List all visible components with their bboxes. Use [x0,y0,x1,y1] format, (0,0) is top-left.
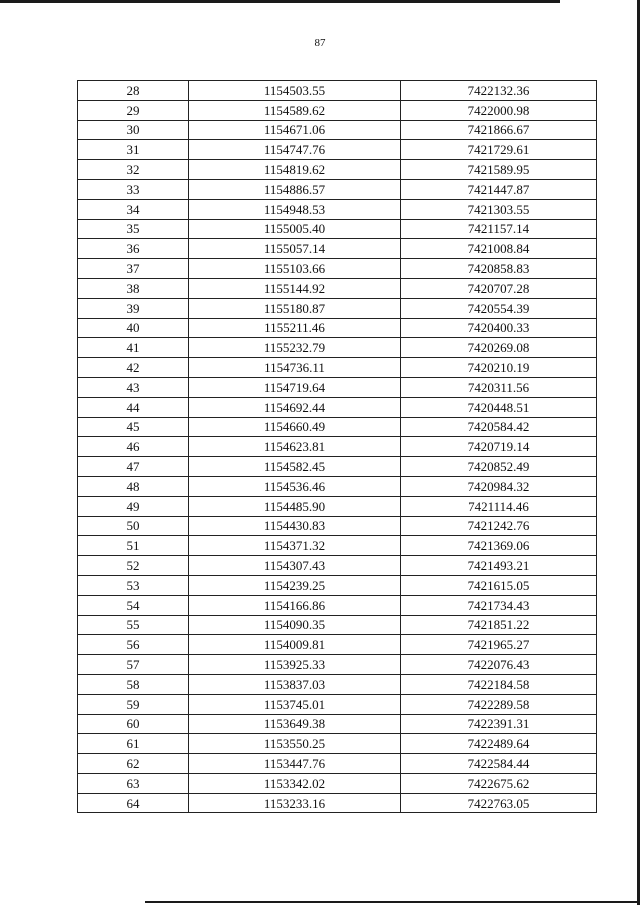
point-number-cell: 62 [78,754,189,774]
point-number-cell: 45 [78,417,189,437]
table-row [78,397,597,417]
page-number: 87 [314,37,326,49]
point-number-cell: 60 [78,714,189,734]
y-coordinate-cell: 7422132.36 [401,81,597,101]
point-number-cell: 51 [78,536,189,556]
y-coordinate-cell: 7421114.46 [401,496,597,516]
x-coordinate-cell: 1153233.16 [189,793,401,813]
point-number-cell: 39 [78,298,189,318]
y-coordinate-cell: 7420448.51 [401,397,597,417]
x-coordinate-cell: 1154430.83 [189,516,401,536]
point-number-cell: 52 [78,556,189,576]
table-row [78,694,597,714]
table-row [78,496,597,516]
point-number-cell: 34 [78,199,189,219]
x-coordinate-cell: 1153447.76 [189,754,401,774]
table-row [78,140,597,160]
table-row [78,754,597,774]
y-coordinate-cell: 7421729.61 [401,140,597,160]
x-coordinate-cell: 1154623.81 [189,437,401,457]
scan-border-top [0,0,560,3]
y-coordinate-cell: 7420554.39 [401,298,597,318]
table-row [78,298,597,318]
point-number-cell: 38 [78,278,189,298]
table-row [78,377,597,397]
table-row [78,674,597,694]
y-coordinate-cell: 7422076.43 [401,655,597,675]
x-coordinate-cell: 1154009.81 [189,635,401,655]
y-coordinate-cell: 7420719.14 [401,437,597,457]
x-coordinate-cell: 1154536.46 [189,476,401,496]
x-coordinate-cell: 1154371.32 [189,536,401,556]
point-number-cell: 50 [78,516,189,536]
table-row [78,318,597,338]
x-coordinate-cell: 1154660.49 [189,417,401,437]
table-row [78,655,597,675]
x-coordinate-cell: 1154671.06 [189,120,401,140]
x-coordinate-cell: 1154886.57 [189,179,401,199]
point-number-cell: 35 [78,219,189,239]
table-row [78,556,597,576]
x-coordinate-cell: 1154692.44 [189,397,401,417]
y-coordinate-cell: 7422184.58 [401,674,597,694]
point-number-cell: 47 [78,457,189,477]
y-coordinate-cell: 7422391.31 [401,714,597,734]
point-number-cell: 54 [78,595,189,615]
table-row [78,179,597,199]
y-coordinate-cell: 7421369.06 [401,536,597,556]
x-coordinate-cell: 1153649.38 [189,714,401,734]
y-coordinate-cell: 7421965.27 [401,635,597,655]
y-coordinate-cell: 7420984.32 [401,476,597,496]
x-coordinate-cell: 1154736.11 [189,358,401,378]
x-coordinate-cell: 1155057.14 [189,239,401,259]
y-coordinate-cell: 7422489.64 [401,734,597,754]
point-number-cell: 32 [78,160,189,180]
table-row [78,437,597,457]
x-coordinate-cell: 1154719.64 [189,377,401,397]
x-coordinate-cell: 1153925.33 [189,655,401,675]
table-row [78,595,597,615]
y-coordinate-cell: 7420707.28 [401,278,597,298]
y-coordinate-cell: 7421851.22 [401,615,597,635]
point-number-cell: 58 [78,674,189,694]
point-number-cell: 43 [78,377,189,397]
x-coordinate-cell: 1153550.25 [189,734,401,754]
x-coordinate-cell: 1154819.62 [189,160,401,180]
y-coordinate-cell: 7422000.98 [401,100,597,120]
table-row [78,773,597,793]
point-number-cell: 29 [78,100,189,120]
point-number-cell: 61 [78,734,189,754]
table-row [78,338,597,358]
y-coordinate-cell: 7420584.42 [401,417,597,437]
point-number-cell: 30 [78,120,189,140]
table-row [78,239,597,259]
table-row [78,536,597,556]
y-coordinate-cell: 7420311.56 [401,377,597,397]
y-coordinate-cell: 7421615.05 [401,575,597,595]
point-number-cell: 44 [78,397,189,417]
point-number-cell: 37 [78,259,189,279]
table-row [78,575,597,595]
point-number-cell: 31 [78,140,189,160]
x-coordinate-cell: 1155232.79 [189,338,401,358]
y-coordinate-cell: 7421157.14 [401,219,597,239]
y-coordinate-cell: 7421866.67 [401,120,597,140]
table-row [78,259,597,279]
x-coordinate-cell: 1154166.86 [189,595,401,615]
table-row [78,160,597,180]
point-number-cell: 46 [78,437,189,457]
table-row [78,714,597,734]
point-number-cell: 63 [78,773,189,793]
y-coordinate-cell: 7422763.05 [401,793,597,813]
x-coordinate-cell: 1154485.90 [189,496,401,516]
table-row [78,199,597,219]
x-coordinate-cell: 1154503.55 [189,81,401,101]
y-coordinate-cell: 7420269.08 [401,338,597,358]
table-row [78,793,597,813]
point-number-cell: 59 [78,694,189,714]
coordinates-table [77,80,597,813]
x-coordinate-cell: 1154582.45 [189,457,401,477]
point-number-cell: 42 [78,358,189,378]
x-coordinate-cell: 1153342.02 [189,773,401,793]
y-coordinate-cell: 7421242.76 [401,516,597,536]
point-number-cell: 56 [78,635,189,655]
x-coordinate-cell: 1154589.62 [189,100,401,120]
x-coordinate-cell: 1155144.92 [189,278,401,298]
x-coordinate-cell: 1155005.40 [189,219,401,239]
y-coordinate-cell: 7422584.44 [401,754,597,774]
scan-border-bottom [145,901,640,903]
y-coordinate-cell: 7420210.19 [401,358,597,378]
point-number-cell: 41 [78,338,189,358]
y-coordinate-cell: 7420852.49 [401,457,597,477]
x-coordinate-cell: 1155180.87 [189,298,401,318]
point-number-cell: 36 [78,239,189,259]
table-row [78,100,597,120]
table-row [78,278,597,298]
table-row [78,219,597,239]
table-row [78,417,597,437]
point-number-cell: 57 [78,655,189,675]
x-coordinate-cell: 1154239.25 [189,575,401,595]
point-number-cell: 53 [78,575,189,595]
y-coordinate-cell: 7420858.83 [401,259,597,279]
y-coordinate-cell: 7422289.58 [401,694,597,714]
point-number-cell: 64 [78,793,189,813]
y-coordinate-cell: 7421493.21 [401,556,597,576]
x-coordinate-cell: 1154090.35 [189,615,401,635]
y-coordinate-cell: 7421447.87 [401,179,597,199]
point-number-cell: 48 [78,476,189,496]
table-row [78,476,597,496]
y-coordinate-cell: 7421734.43 [401,595,597,615]
point-number-cell: 40 [78,318,189,338]
point-number-cell: 33 [78,179,189,199]
point-number-cell: 55 [78,615,189,635]
table-row [78,358,597,378]
coordinates-table-body [78,81,597,813]
table-row [78,81,597,101]
y-coordinate-cell: 7420400.33 [401,318,597,338]
x-coordinate-cell: 1155103.66 [189,259,401,279]
y-coordinate-cell: 7422675.62 [401,773,597,793]
table-row [78,734,597,754]
table-row [78,516,597,536]
table-row [78,120,597,140]
table-row [78,635,597,655]
x-coordinate-cell: 1153745.01 [189,694,401,714]
x-coordinate-cell: 1153837.03 [189,674,401,694]
point-number-cell: 49 [78,496,189,516]
table-row [78,615,597,635]
x-coordinate-cell: 1154948.53 [189,199,401,219]
point-number-cell: 28 [78,81,189,101]
x-coordinate-cell: 1155211.46 [189,318,401,338]
table-row [78,457,597,477]
y-coordinate-cell: 7421589.95 [401,160,597,180]
x-coordinate-cell: 1154307.43 [189,556,401,576]
x-coordinate-cell: 1154747.76 [189,140,401,160]
y-coordinate-cell: 7421008.84 [401,239,597,259]
y-coordinate-cell: 7421303.55 [401,199,597,219]
